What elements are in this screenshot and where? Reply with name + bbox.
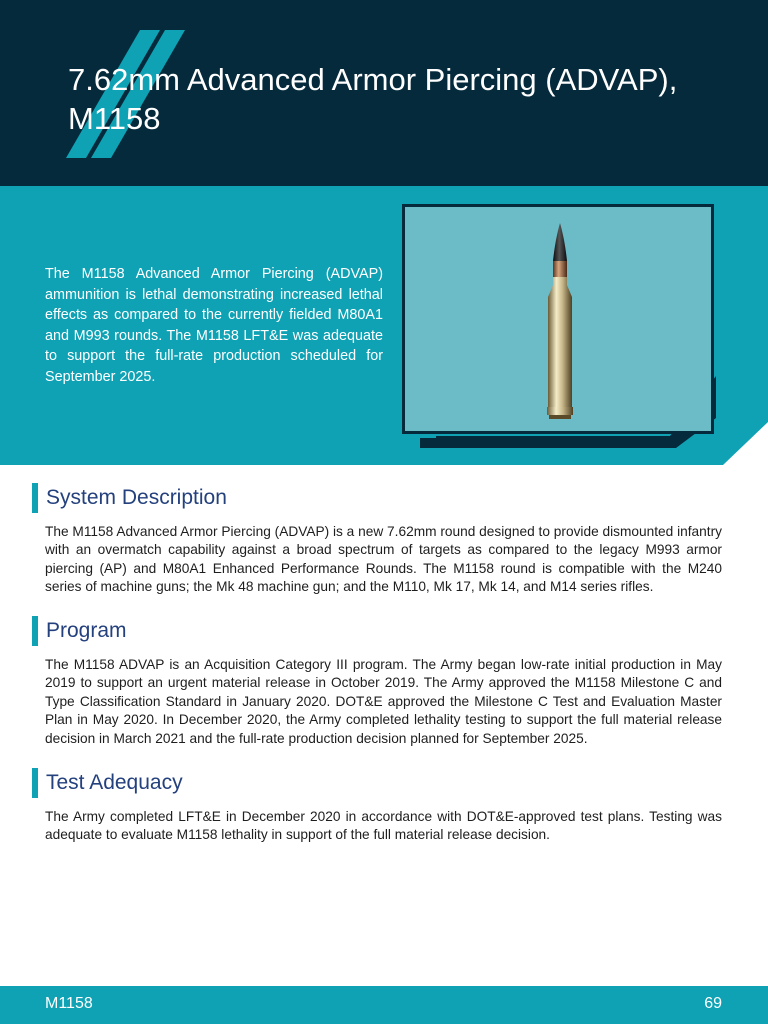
- section-heading: [32, 616, 732, 646]
- heading-accent-bar: [32, 616, 38, 646]
- page-title: 7.62mm Advanced Armor Piercing (ADVAP), M1158: [68, 62, 678, 136]
- section-body: The Army completed LFT&E in December 2020 in accordance with DOT&E-approved test plans. Testing was adequate to evaluate M1158 lethality in support of the full material release decision.: [45, 809, 722, 843]
- cartridge-image: [540, 221, 580, 421]
- section-title: Program: [46, 619, 127, 642]
- section-body: The M1158 ADVAP is an Acquisition Category III program. The Army began low-rate initial production in May 2019 to support an urgent material release in October 2019. The Army approved the M1158 Milestone C and Type Classification Standard in January 2020. DOT&E approved the Milestone C Test and Evaluation Master Plan in May 2020. In December 2020, the Army completed lethality testing to support the full material release decision in March 2021 and the full-rate production decision planned for September 2025.: [45, 657, 722, 746]
- page-number: 69: [704, 995, 722, 1012]
- section-program: [32, 616, 732, 748]
- footer-program-label: M1158: [45, 995, 93, 1012]
- page-footer: [0, 986, 768, 1024]
- heading-accent-bar: [32, 768, 38, 798]
- intro-band: [0, 186, 768, 465]
- section-heading: [32, 768, 732, 798]
- section-title: System Description: [46, 486, 227, 509]
- section-test-adequacy: [32, 768, 732, 845]
- section-body: The M1158 Advanced Armor Piercing (ADVAP) is a new 7.62mm round designed to provide dismounted infantry with an overmatch capability against a broad spectrum of targets as compared to the legacy M993 armor piercing (AP) and M80A1 Enhanced Performance Rounds. The M1158 round is compatible with the M240 series of machine guns; the Mk 48 machine gun; and the M110, Mk 17, Mk 14, and M14 series rifles.: [45, 524, 722, 595]
- ammunition-photo: [402, 204, 714, 434]
- section-heading: [32, 483, 732, 513]
- page-header: [0, 0, 768, 186]
- intro-paragraph: The M1158 Advanced Armor Piercing (ADVAP) ammunition is lethal demonstrating increased lethal effects as compared to the currently fielded M80A1 and M993 rounds. The M1158 LFT&E was adequate to support the full-rate production scheduled for September 2025.: [45, 266, 383, 385]
- section-system-description: [32, 483, 732, 597]
- heading-accent-bar: [32, 483, 38, 513]
- section-title: Test Adequacy: [46, 771, 183, 794]
